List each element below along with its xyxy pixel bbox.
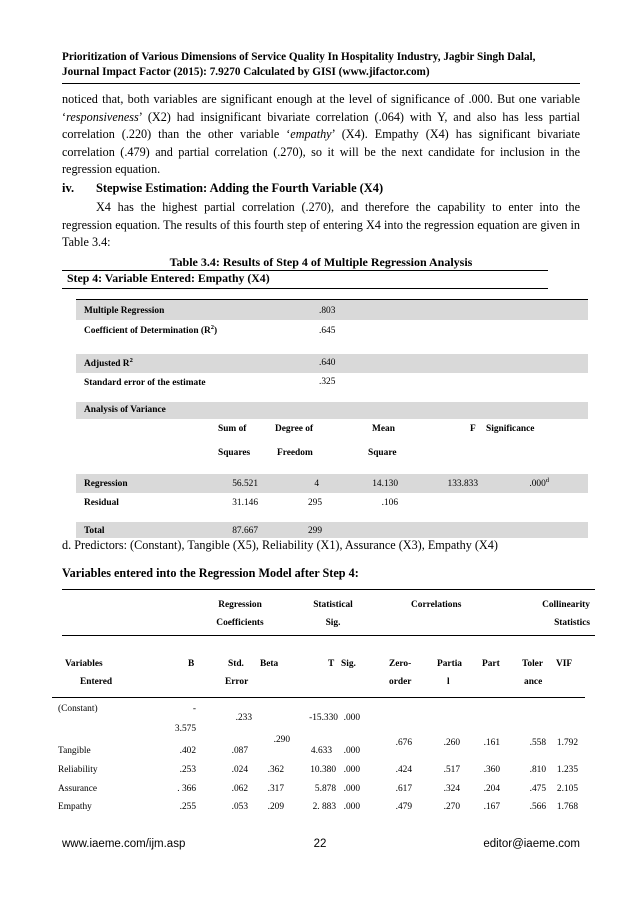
col-ss-1: Sum of <box>218 424 247 434</box>
table-row-sig: .000 <box>343 802 360 812</box>
col-significance: Significance <box>486 424 535 434</box>
footer-email[interactable]: editor@iaeme.com <box>483 838 580 850</box>
table34-caption: Table 3.4: Results of Step 4 of Multiple Regression Analysis <box>169 255 473 269</box>
col-tolerance-1: Toler <box>522 659 544 669</box>
col-variables-1: Variables <box>65 659 103 669</box>
col-vif: VIF <box>556 659 573 669</box>
group-regression-2: Coefficients <box>216 618 264 628</box>
group-collinearity-2: Statistics <box>554 618 590 628</box>
table-row-b: .253 <box>179 765 196 775</box>
table-row-std: .024 <box>231 765 248 775</box>
col-t: T <box>328 659 335 669</box>
anova-row-f: 133.833 <box>447 479 478 489</box>
tangible-b: .402 <box>179 746 196 756</box>
table-row-beta: .317 <box>267 784 284 794</box>
table-row-beta: .209 <box>267 802 284 812</box>
anova-row-ss: 31.146 <box>232 498 258 508</box>
constant-b-sign: - <box>192 704 196 714</box>
tangible-t: 4.633 <box>310 746 332 756</box>
col-std-1: Std. <box>228 659 244 669</box>
anova-row-label: Total <box>84 526 105 536</box>
paragraph-intro <box>62 91 580 179</box>
anova-row-label: Residual <box>84 498 119 508</box>
vars-group-rule <box>62 635 595 636</box>
table-row-partial: .517 <box>443 765 460 775</box>
anova-row-ss: 87.667 <box>232 526 258 536</box>
adjusted-r2-label: Adjusted $R^2$ <box>84 356 133 369</box>
col-zero-2: order <box>389 677 412 687</box>
col-sig: Sig. <box>341 659 356 669</box>
group-correlations: Correlations <box>411 600 462 610</box>
group-regression-1: Regression <box>218 600 262 610</box>
table-row-beta: .362 <box>267 765 284 775</box>
running-header-line1: Prioritization of Various Dimensions of Service Quality In Hospitality Industry, Jagbir Singh Dalal, <box>62 51 536 63</box>
footer-website[interactable]: www.iaeme.com/ijm.asp <box>62 838 186 850</box>
vars-table-title: Variables entered into the Regression Model after Step 4: <box>62 566 359 580</box>
tangible-part: .161 <box>483 738 500 748</box>
table34-step-rule <box>62 288 548 289</box>
section-body: X4 has the highest partial correlation (.270), and therefore the capability to enter into the regression equation. The results of this fourth step of entering X4 into the regression equation are given in Table 3.4: <box>62 200 580 250</box>
table-row-zero-order: .479 <box>395 802 412 812</box>
table-row-t: 5.878 <box>314 784 336 794</box>
group-collinearity-1: Collinearity <box>542 600 590 610</box>
table-row-name: Reliability <box>58 765 98 775</box>
tangible-name: Tangible <box>58 746 91 756</box>
header-rule <box>62 83 580 84</box>
table-row-partial: .324 <box>443 784 460 794</box>
table-row-vif: 1.768 <box>556 802 578 812</box>
anova-row-ms: 14.130 <box>372 479 398 489</box>
anova-row-df: 295 <box>307 498 322 508</box>
vars-table-top-rule <box>62 589 595 590</box>
table-row-std: .053 <box>231 802 248 812</box>
para-em-empathy: empathy <box>290 127 332 142</box>
table-row-part: .360 <box>483 765 500 775</box>
tangible-std: .087 <box>231 746 248 756</box>
page-number: 22 <box>313 838 327 850</box>
col-partial-1: Partia <box>437 659 462 669</box>
table-row-b: .255 <box>179 802 196 812</box>
col-partial-2: l <box>447 677 450 687</box>
anova-row-sig: .000$^d$ <box>529 476 549 489</box>
col-ms-1: Mean <box>372 424 395 434</box>
shade-total-row <box>76 522 588 538</box>
table-row-tolerance: .475 <box>529 784 546 794</box>
col-tolerance-2: ance <box>524 677 543 687</box>
col-df-1: Degree of <box>275 424 314 434</box>
constant-t: -15.330 <box>309 713 338 723</box>
col-std-2: Error <box>225 677 249 687</box>
para-text-3: ’ (X4). Empathy (X4) has significant bivariate correlation (.479) and partial correlation (.270), so it will be the next candidate for inclusion in the regression equation. <box>62 127 580 177</box>
anova-row-label: Regression <box>84 479 128 489</box>
col-ss-2: Squares <box>218 448 251 458</box>
anova-row-ss: 56.521 <box>232 479 258 489</box>
table-row-sig: .000 <box>343 765 360 775</box>
std-error-value: .325 <box>319 377 336 387</box>
table-row-partial: .270 <box>443 802 460 812</box>
anova-label: Analysis of Variance <box>84 405 166 415</box>
col-df-2: Freedom <box>277 448 313 458</box>
std-error-label: Standard error of the estimate <box>84 378 206 388</box>
para-em-responsiveness: responsiveness <box>66 109 139 124</box>
running-header-line2: Journal Impact Factor (2015): 7.9270 Calculated by GISI (www.jifactor.com) <box>62 66 430 78</box>
group-statistical-1: Statistical <box>313 600 353 610</box>
multiple-regression-value: .803 <box>319 306 336 316</box>
table-row-part: .167 <box>483 802 500 812</box>
col-ms-2: Square <box>368 448 397 458</box>
col-zero-1: Zero- <box>389 659 412 669</box>
table-row-name: Empathy <box>58 802 92 812</box>
table-row-sig: .000 <box>343 784 360 794</box>
para-text-2: ’ (X2) had insignificant bivariate correlation (.064) with Y, and also has less partial correlation (.220) than the other variable ‘ <box>62 109 580 142</box>
constant-b-value: 3.575 <box>174 724 196 734</box>
group-statistical-2: Sig. <box>325 618 341 628</box>
table-row-tolerance: .566 <box>529 802 546 812</box>
col-b: B <box>188 659 195 669</box>
constant-sig: .000 <box>343 713 360 723</box>
section-number: iv. <box>62 181 75 195</box>
tangible-partial: .260 <box>443 738 460 748</box>
anova-row-ms: .106 <box>381 498 398 508</box>
col-f: F <box>470 424 476 434</box>
multiple-regression-label: Multiple Regression <box>84 306 165 316</box>
anova-row-df: 4 <box>314 479 319 489</box>
table-row-t: 10.380 <box>310 765 336 775</box>
adjusted-r2-value: .640 <box>319 358 336 368</box>
table-row-name: Assurance <box>58 784 98 794</box>
tangible-beta: .290 <box>273 735 290 745</box>
table34-note: d. Predictors: (Constant), Tangible (X5), Reliability (X1), Assurance (X3), Empathy (X4) <box>62 538 498 552</box>
tangible-vif: 1.792 <box>556 738 578 748</box>
table-row-b: . 366 <box>177 784 196 794</box>
coef-det-label: Coefficient of Determination $(R^2)$ <box>84 323 218 336</box>
table-row-part: .204 <box>483 784 500 794</box>
table34-step-label: Step 4: Variable Entered: Empathy (X4) <box>67 271 270 285</box>
anova-row-df: 299 <box>307 526 322 536</box>
table-row-tolerance: .810 <box>529 765 546 775</box>
table-row-zero-order: .424 <box>395 765 412 775</box>
col-beta: Beta <box>260 659 279 669</box>
table-row-t: 2. 883 <box>312 802 336 812</box>
tangible-sig: .000 <box>343 746 360 756</box>
table-row-zero-order: .617 <box>395 784 412 794</box>
vars-header-rule <box>52 697 585 698</box>
table-row-vif: 2.105 <box>556 784 578 794</box>
tangible-zero-order: .676 <box>395 738 412 748</box>
coef-det-value: .645 <box>319 326 336 336</box>
col-variables-2: Entered <box>80 677 113 687</box>
constant-name: (Constant) <box>58 704 98 714</box>
para-text-1: noticed that, both variables are significant enough at the level of significance of .000. But one variable ‘ <box>62 92 580 124</box>
col-part: Part <box>482 659 500 669</box>
section-title: Stepwise Estimation: Adding the Fourth Variable (X4) <box>96 181 384 195</box>
table-row-std: .062 <box>231 784 248 794</box>
constant-std: .233 <box>235 713 252 723</box>
tangible-tolerance: .558 <box>529 738 546 748</box>
table-row-vif: 1.235 <box>556 765 578 775</box>
